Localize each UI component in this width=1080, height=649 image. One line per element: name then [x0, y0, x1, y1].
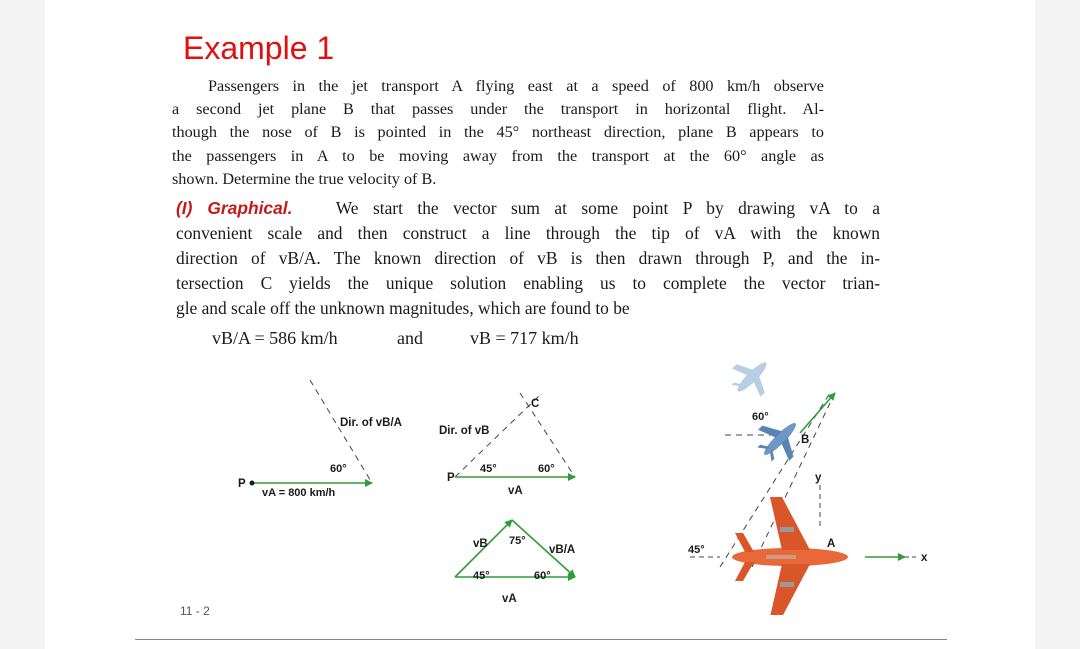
dir-vba-label: Dir. of vB/A	[340, 417, 402, 429]
angle-75-label: 75°	[509, 535, 526, 547]
solution-line: (I) Graphical. We start the vector sum at some point P by drawing vA to a	[176, 198, 880, 218]
angle-45-label-3: 45°	[473, 570, 490, 582]
solution-line: convenient scale and then construct a line through the tip of vA with the known	[176, 223, 880, 243]
diagram-solved-triangle	[455, 520, 575, 605]
x-axis-label: x	[921, 552, 928, 564]
answer-and: and	[397, 328, 423, 348]
diagram-vb-a-direction	[238, 380, 402, 499]
problem-line: a second jet plane B that passes under the transport in horizontal flight. Al-	[172, 100, 824, 119]
plane-b-label: B	[801, 434, 810, 446]
answer-vb: vB = 717 km/h	[470, 328, 579, 348]
angle-60-label: 60°	[330, 463, 347, 475]
graphical-heading: (I) Graphical.	[176, 198, 293, 218]
point-c-label: C	[531, 398, 540, 410]
problem-line: the passengers in A to be moving away from the transport at the 60° angle as	[172, 146, 824, 165]
va-label-2: vA	[508, 485, 523, 497]
answer-row	[0, 328, 1080, 354]
solution-line: direction of vB/A. The known direction of vB is then drawn through P, and the in-	[176, 248, 880, 268]
vector-figure	[0, 355, 1080, 615]
point-p-dot	[250, 481, 255, 486]
angle-60-label-2: 60°	[538, 463, 555, 475]
graphical-solution	[176, 196, 880, 321]
va-magnitude-label: vA = 800 km/h	[262, 487, 336, 499]
problem-line: Passengers in the jet transport A flying east at a speed of 800 km/h observe	[208, 77, 824, 95]
page-number: 11 - 2	[180, 604, 210, 618]
plane-angle-60-label: 60°	[752, 411, 769, 423]
bottom-rule	[135, 639, 947, 640]
plane-a-label: A	[827, 538, 836, 550]
vba-label: vB/A	[549, 544, 576, 556]
va-label-3: vA	[502, 593, 517, 605]
answer-vba: vB/A = 586 km/h	[212, 328, 338, 348]
problem-line: though the nose of B is pointed in the 45° northeast direction, plane B appears to	[172, 123, 824, 142]
solution-line: gle and scale off the unknown magnitudes, which are found to be	[176, 298, 630, 318]
angle-45-label: 45°	[480, 463, 497, 475]
point-p-label-2: P	[447, 472, 455, 484]
vb-label: vB	[473, 538, 488, 550]
angle-60-label-3: 60°	[534, 570, 551, 582]
plane-a-icon	[732, 497, 848, 615]
problem-line: shown. Determine the true velocity of B.	[172, 169, 437, 188]
dir-vb-label: Dir. of vB	[439, 425, 490, 437]
solution-line: tersection C yields the unique solution enabling us to complete the vector trian-	[176, 273, 880, 293]
plane-angle-45-label: 45°	[688, 544, 705, 556]
vb-direction-line	[720, 393, 830, 567]
diagram-construction	[439, 393, 575, 497]
diagram-planes	[688, 355, 928, 615]
problem-statement	[172, 75, 824, 191]
page-title: Example 1	[183, 30, 335, 66]
plane-b-ghost-icon	[724, 355, 781, 405]
point-p-label: P	[238, 478, 246, 490]
y-axis-label: y	[815, 472, 822, 484]
vb-arrow	[800, 393, 835, 433]
